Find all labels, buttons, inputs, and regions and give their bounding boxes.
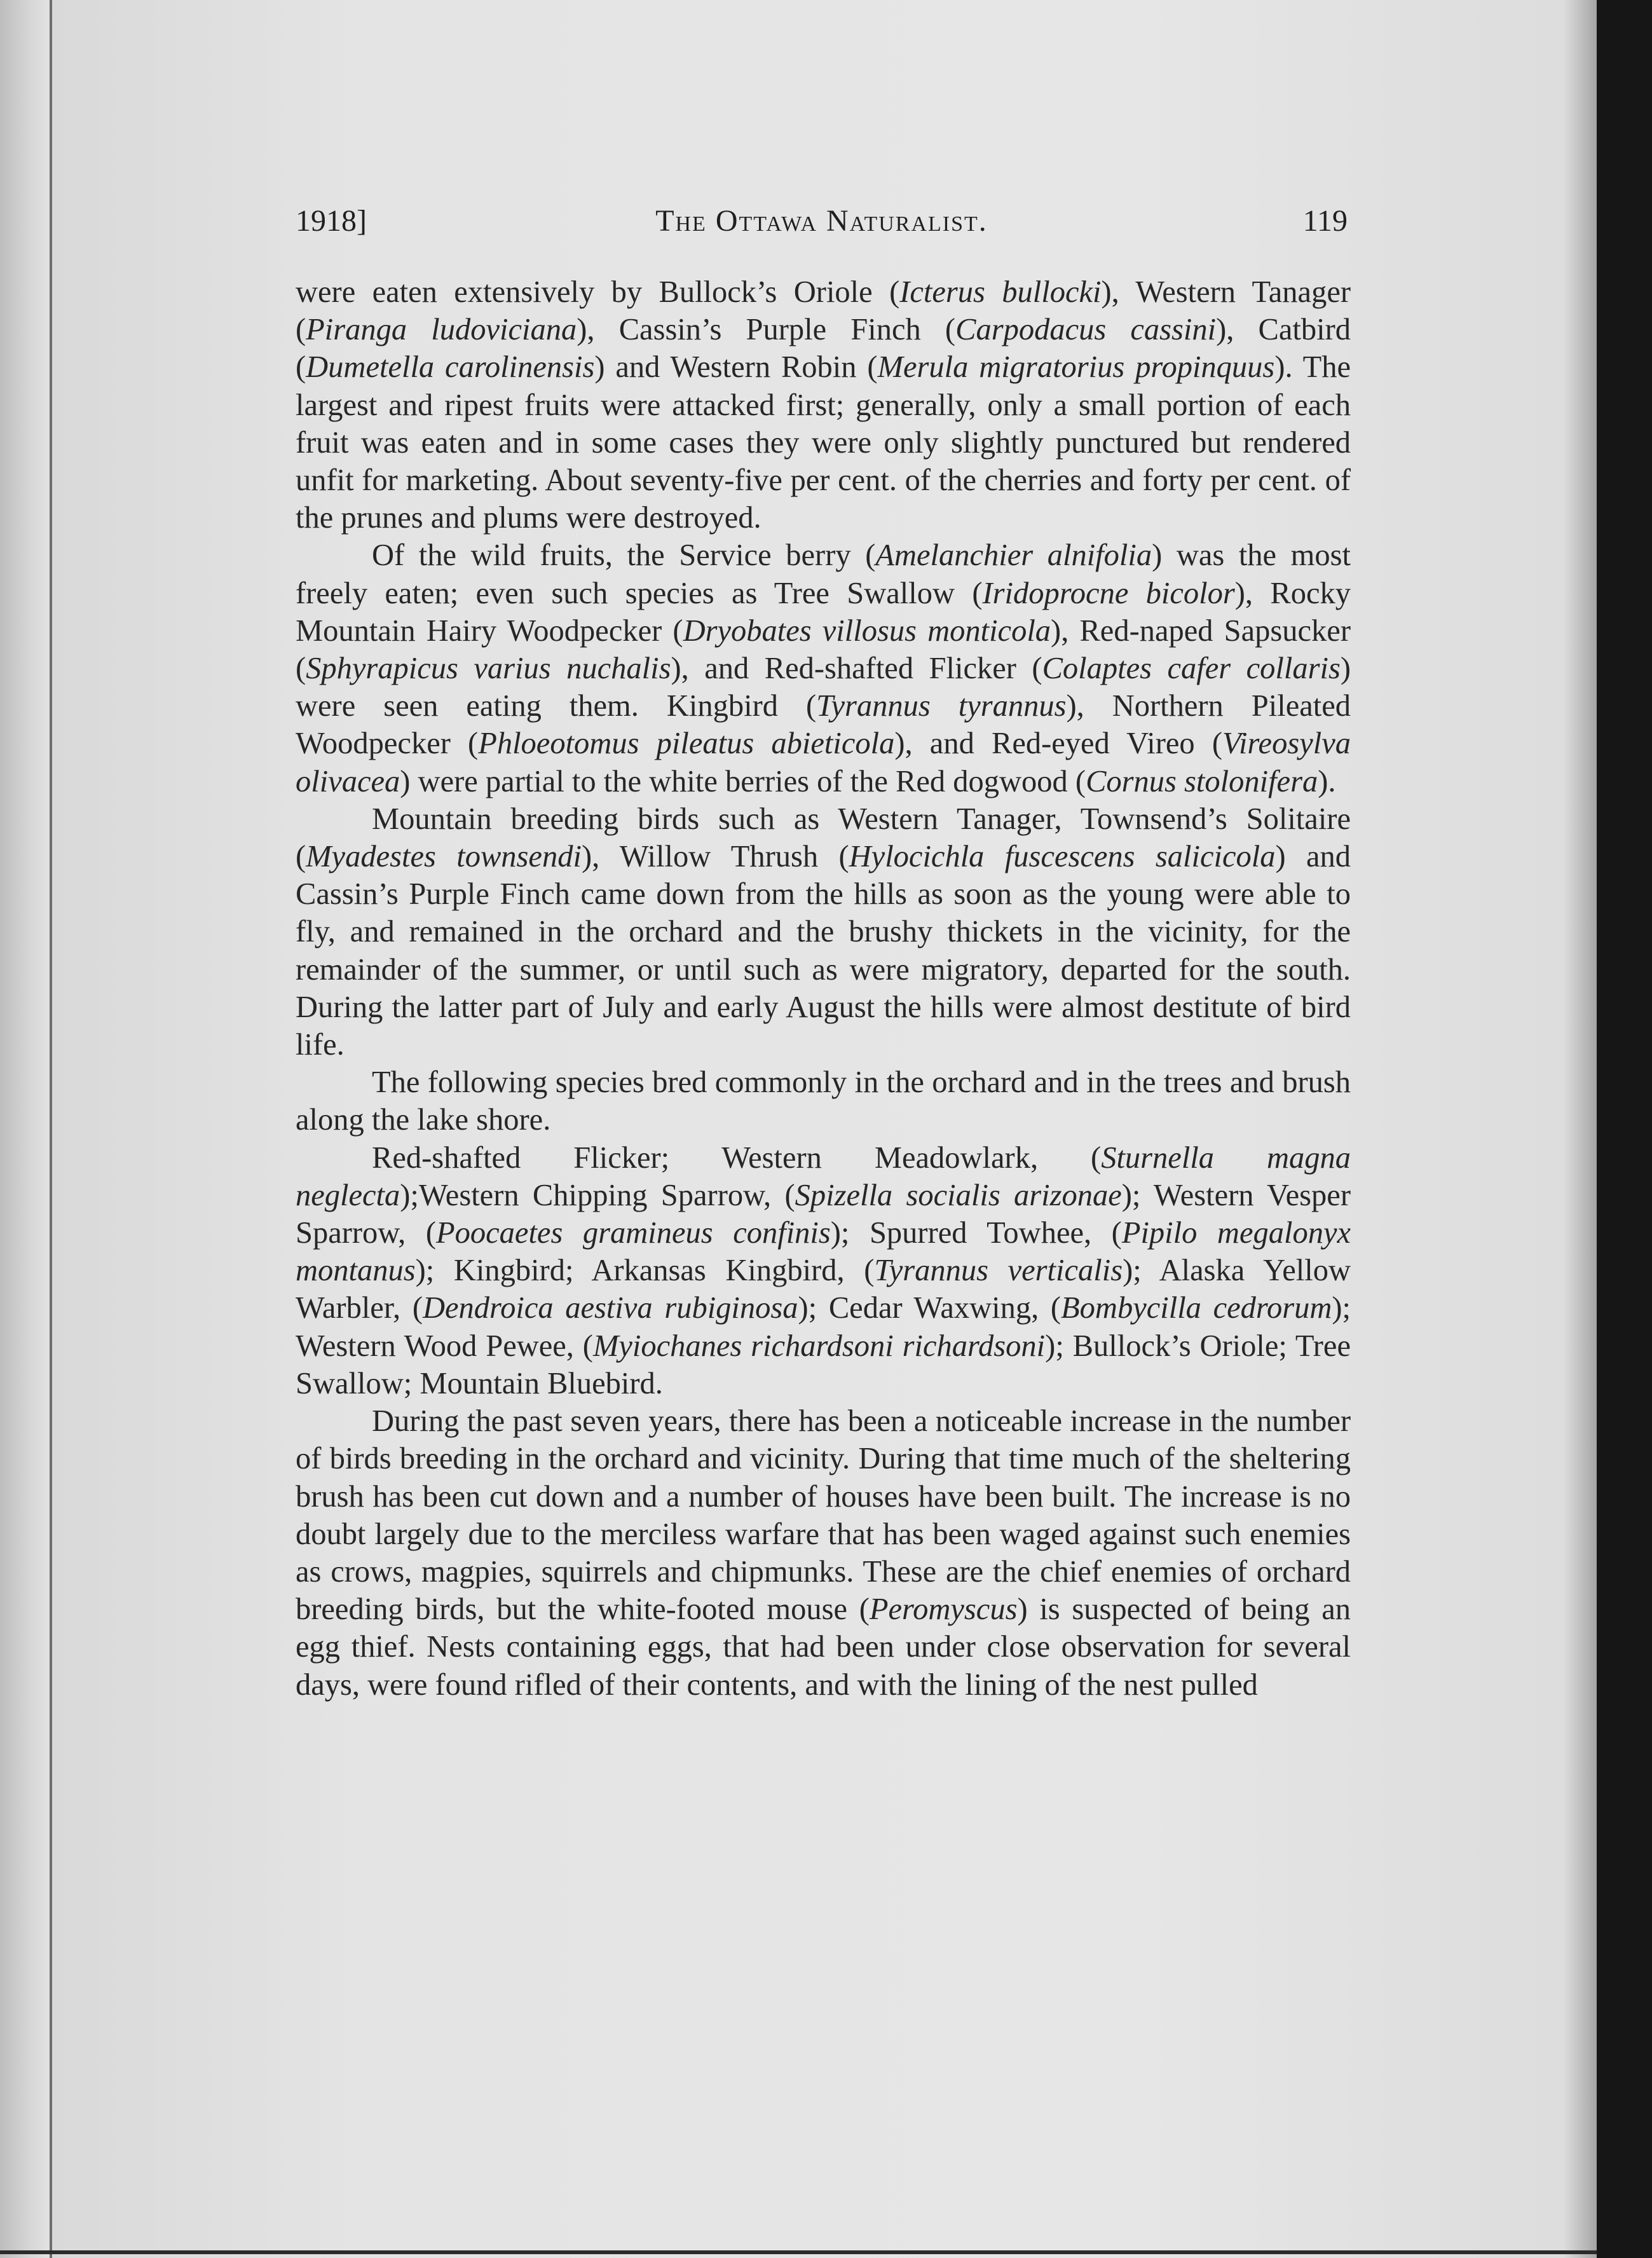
species-name: Colaptes cafer collaris [1042,652,1341,686]
text-run: ); Spurred Towhee, ( [830,1216,1122,1250]
scan-left-margin [0,0,50,2258]
text-run: ), Northern Pileated Woodpecker ( [296,689,1351,761]
species-name: Merula migratorius propinquus [877,350,1275,385]
text-run: ) was the most freely eaten; even such species as Tree Swallow ( [296,538,1351,610]
article-body [296,273,1351,1704]
text-run: ) and Cassin’s Purple Finch came down from the hills as soon as the young were able to fly, and remained in the orchard and the brushy thickets in the vicinity, for the remainder of the summer, or until such as were migratory, departed for the south. During the latter part of July and early August the hills were almost destitute of bird life. [296,840,1351,1062]
species-name: Spizella socialis arizonae [795,1178,1122,1212]
species-name: Dumetella carolinensis [306,350,595,385]
species-name: Sturnella magna neglecta [296,1140,1351,1212]
page-number: 119 [1302,204,1348,238]
text-run: ). The largest and ripest fruits were attacked first; generally, only a small portion of each fruit was eaten and in some cases they were only slightly punctured but rendered unfit for marketing. About seventy-five per cent. of the cherries and forty per cent. of the prunes and plums were destroyed. [296,350,1351,535]
text-run: Of the wild fruits, the Service berry ( [372,538,876,573]
species-name: Bombycilla cedrorum [1061,1291,1332,1325]
text-run: ); Western Wood Pewee, ( [296,1291,1351,1363]
species-name: Cornus stolonifera [1086,764,1318,798]
paragraph-1 [296,273,1351,537]
text-run: ), Rocky Mountain Hairy Woodpecker ( [296,576,1351,648]
text-run: ) is suspected of being an egg thief. Nests containing eggs, that had been under close observation for several days, were found rifled of their contents, and with the lining of the nest pulled [296,1592,1351,1702]
species-name: Tyrannus tyrannus [816,689,1067,723]
species-name: Dryobates villosus monticola [683,613,1051,648]
species-name: Poocaetes gramineus confinis [436,1216,831,1250]
header-year: 1918] [296,204,367,238]
species-name: Icterus bullocki [899,275,1102,309]
species-name: Piranga ludoviciana [306,313,577,347]
species-name: Amelanchier alnifolia [875,538,1152,573]
text-run: ), and Red-eyed Vireo ( [894,727,1222,761]
text-run: were eaten extensively by Bullock’s Oriole ( [296,275,900,309]
paragraph-4: The following species bred commonly in the orchard and in the trees and brush along the lake shore. [296,1065,1351,1137]
text-run: ), Cassin’s Purple Finch ( [577,313,956,347]
scan-bottom-border [0,2250,1597,2254]
scan-right-border [1597,0,1652,2258]
text-run: ), Red-naped Sapsucker ( [296,613,1351,686]
species-name: Sphyrapicus varius nuchalis [306,652,671,686]
text-run: ); Western Vesper Sparrow, ( [296,1178,1351,1250]
text-run: ) were seen eating them. Kingbird ( [296,652,1351,723]
page-edge-shadow [1564,0,1597,2258]
species-name: Myiochanes richardsoni richardsoni [592,1329,1046,1363]
species-name: Iridoprocne bicolor [982,576,1235,610]
text-run: Red-shafted Flicker; Western Meadowlark, ( [372,1140,1102,1175]
species-name: Tyrannus verticalis [874,1254,1123,1288]
text-run: ) and Western Robin ( [594,350,878,385]
species-name: Carpodacus cassini [955,313,1217,347]
paragraph-5 [296,1139,1351,1402]
species-name: Hylocichla fuscescens salicicola [849,840,1276,874]
text-run: ), Western Tanager ( [296,275,1351,347]
journal-title: The Ottawa Naturalist. [655,204,988,238]
text-run: ); Alaska Yellow Warbler, ( [296,1254,1351,1325]
text-run: ); Cedar Waxwing, ( [798,1291,1062,1325]
text-run: ). [1318,764,1336,798]
species-name: Myadestes townsendi [306,840,582,874]
species-name: Dendroica aestiva rubiginosa [422,1291,798,1325]
paragraph-3 [296,800,1351,1064]
species-name: Phloeotomus pileatus abieticola [478,727,895,761]
text-run: ), Willow Thrush ( [581,840,849,874]
species-name: Pipilo megalonyx montanus [296,1216,1351,1288]
text-run: During the past seven years, there has been a noticeable increase in the number of birds breeding in the orchard and vicinity. During that time much of the sheltering brush has been cut down and a number of houses have been built. The increase is no doubt largely due to the merciless warfare that has been waged against such enemies as crows, magpies, squirrels and chipmunks. These are the chief enemies of orchard breeding birds, but the white-footed mouse ( [296,1404,1351,1627]
paragraph-6 [296,1402,1351,1704]
text-run: ); Kingbird; Arkansas Kingbird, ( [415,1254,875,1288]
text-run: ), Catbird ( [296,313,1351,385]
running-header [296,197,1348,242]
species-name: Peromyscus [869,1592,1018,1627]
species-name: Vireosylva olivacea [296,727,1351,798]
text-run: Mountain breeding birds such as Western Tanager, Townsend’s Solitaire ( [296,802,1351,874]
text-run: );Western Chipping Sparrow, ( [400,1178,795,1212]
paragraph-2 [296,537,1351,800]
text-run: ); Bullock’s Oriole; Tree Swallow; Mountain Bluebird. [296,1329,1351,1400]
text-run: ), and Red-shafted Flicker ( [671,652,1042,686]
text-run: ) were partial to the white berries of the Red dogwood ( [400,764,1086,798]
